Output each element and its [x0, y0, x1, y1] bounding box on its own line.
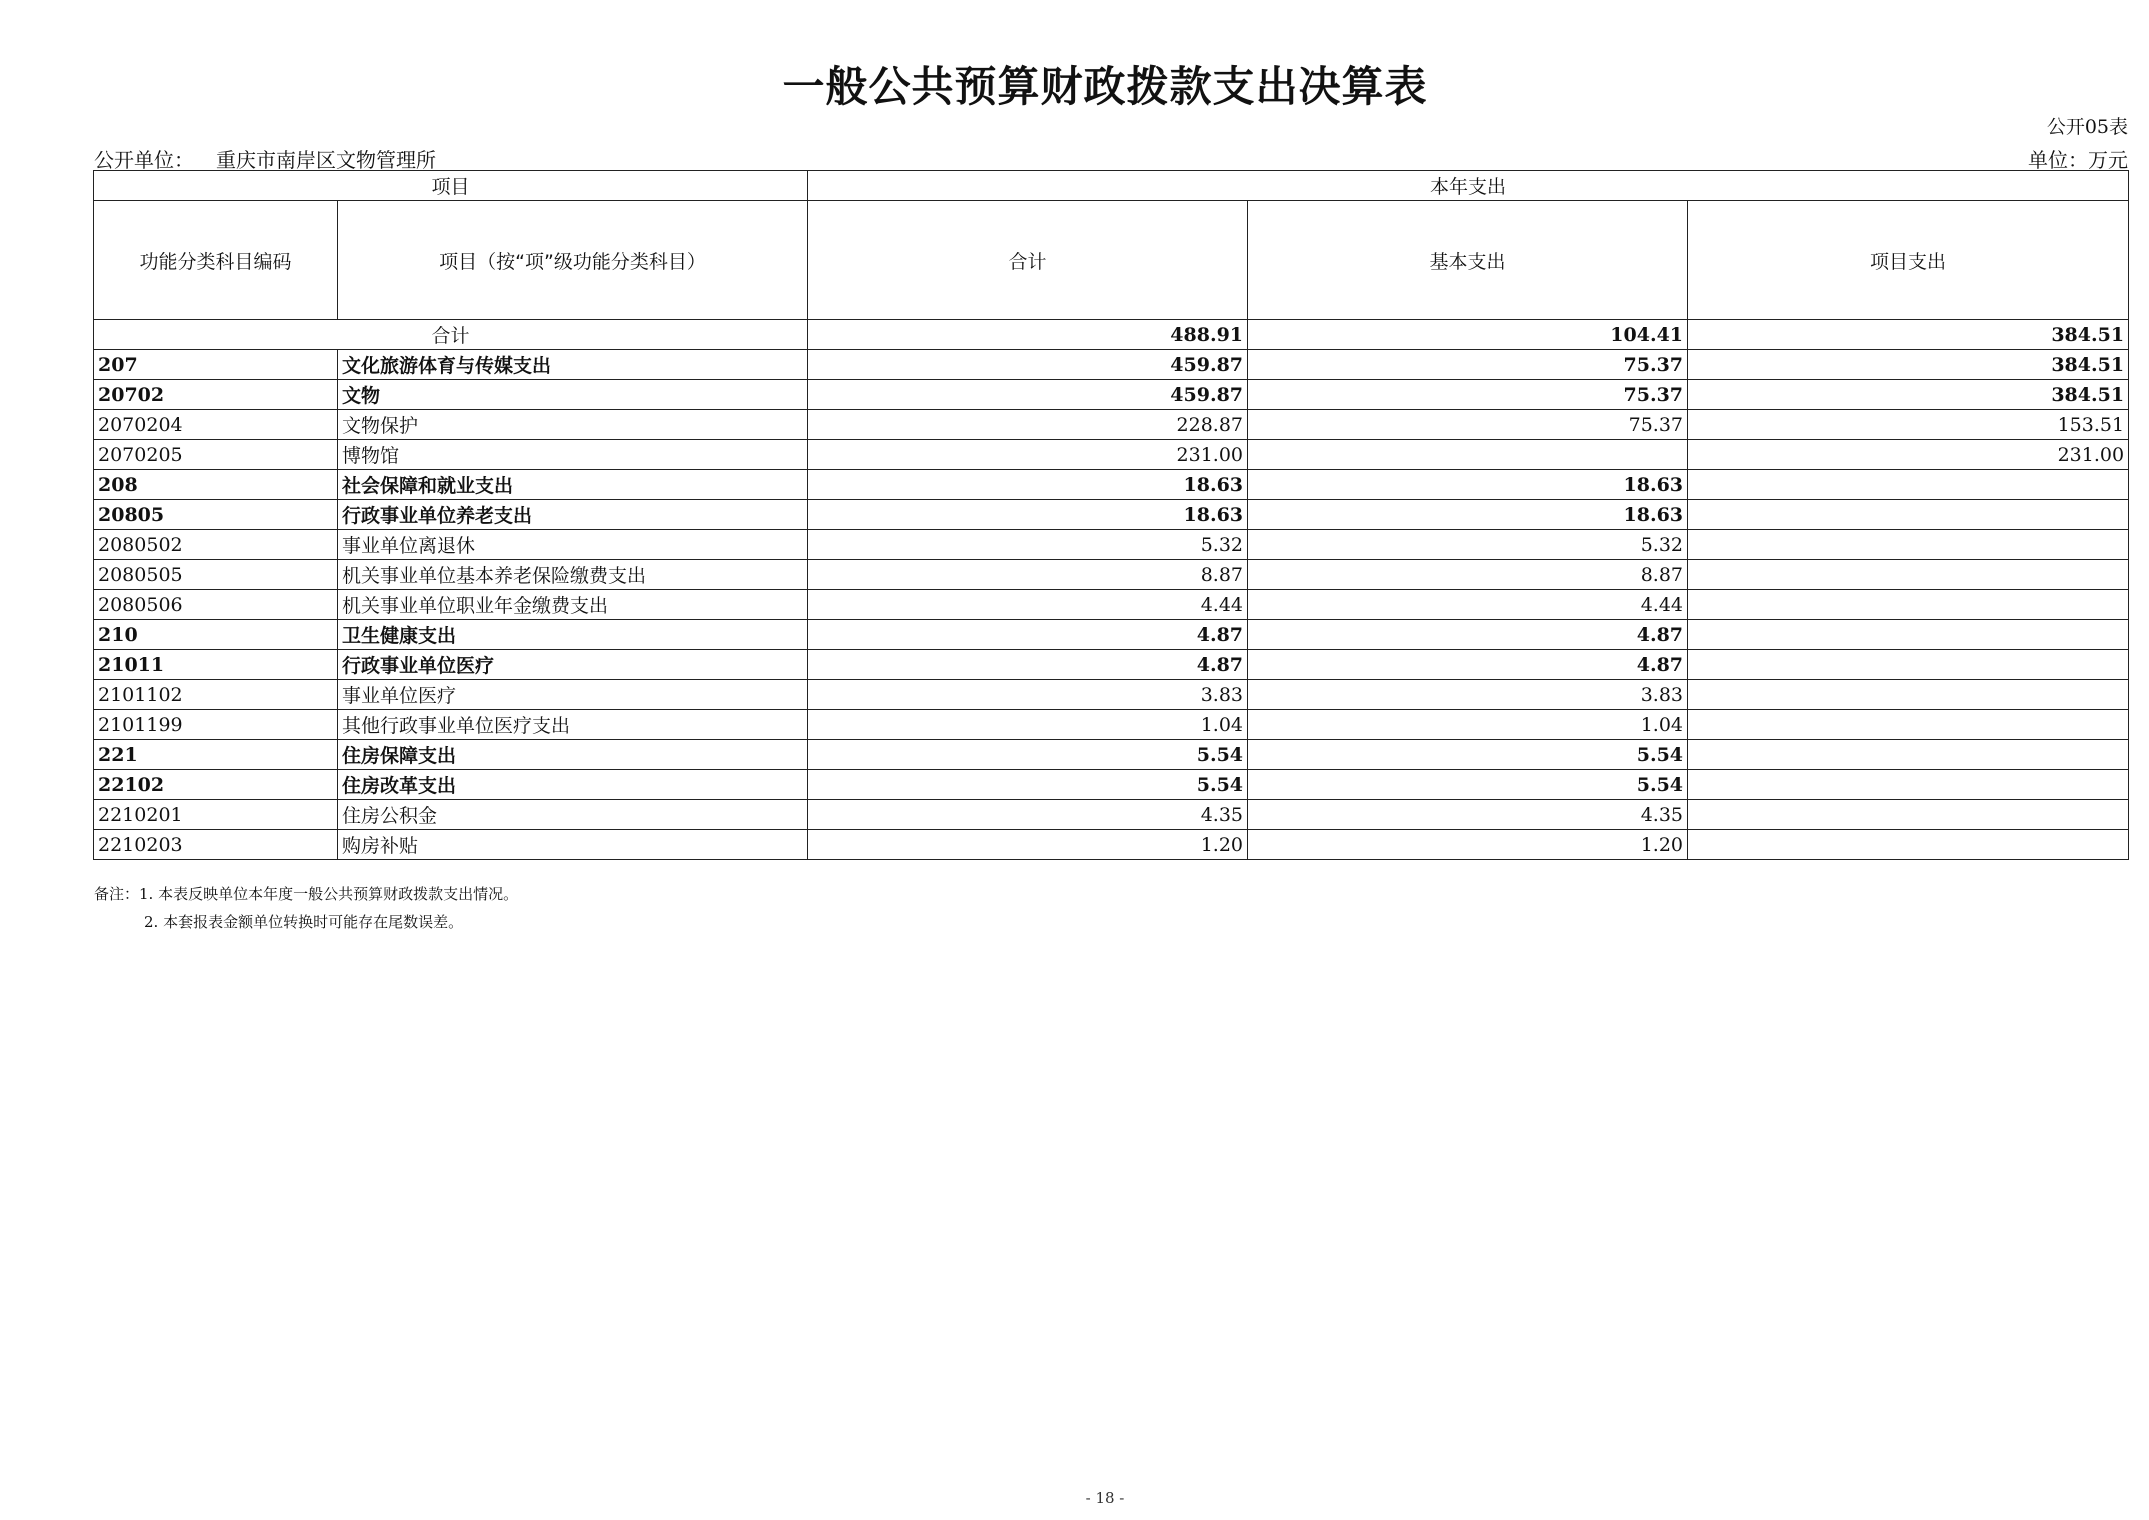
- row-code: 2080505: [94, 560, 338, 590]
- table-row: [94, 590, 2129, 620]
- row-code: 2210201: [94, 800, 338, 830]
- row-total: 4.44: [808, 590, 1248, 620]
- row-total: 231.00: [808, 440, 1248, 470]
- row-name: 其他行政事业单位医疗支出: [338, 710, 808, 740]
- row-basic: 4.87: [1248, 620, 1688, 650]
- total-basic: 104.41: [1248, 320, 1688, 350]
- row-total: 1.04: [808, 710, 1248, 740]
- row-basic: 18.63: [1248, 500, 1688, 530]
- row-program: [1688, 500, 2129, 530]
- notes: [94, 880, 518, 936]
- row-basic: 8.87: [1248, 560, 1688, 590]
- table-row: [94, 410, 2129, 440]
- row-name: 社会保障和就业支出: [338, 470, 808, 500]
- row-code: 2101199: [94, 710, 338, 740]
- row-basic: 4.87: [1248, 650, 1688, 680]
- table-row: [94, 650, 2129, 680]
- total-label: 合计: [94, 320, 808, 350]
- table-row: [94, 440, 2129, 470]
- row-name: 行政事业单位医疗: [338, 650, 808, 680]
- row-program: 231.00: [1688, 440, 2129, 470]
- header-row-2: [94, 201, 2129, 320]
- table-row: [94, 560, 2129, 590]
- row-total: 459.87: [808, 380, 1248, 410]
- row-basic: 75.37: [1248, 380, 1688, 410]
- row-program: [1688, 560, 2129, 590]
- row-total: 5.54: [808, 770, 1248, 800]
- row-total: 5.54: [808, 740, 1248, 770]
- row-basic: 75.37: [1248, 410, 1688, 440]
- row-name: 机关事业单位基本养老保险缴费支出: [338, 560, 808, 590]
- row-basic: 3.83: [1248, 680, 1688, 710]
- row-basic: 5.32: [1248, 530, 1688, 560]
- header-current-year: 本年支出: [808, 171, 2129, 201]
- header-project: 项目: [94, 171, 808, 201]
- row-total: 1.20: [808, 830, 1248, 860]
- note-2: 2. 本套报表金额单位转换时可能存在尾数误差。: [144, 913, 464, 931]
- row-code: 20702: [94, 380, 338, 410]
- row-name: 文物: [338, 380, 808, 410]
- row-total: 228.87: [808, 410, 1248, 440]
- note-1: 备注：1. 本表反映单位本年度一般公共预算财政拨款支出情况。: [94, 885, 519, 903]
- row-program: [1688, 800, 2129, 830]
- table-row: [94, 500, 2129, 530]
- org-name: 重庆市南岸区文物管理所: [216, 148, 436, 172]
- total-amount: 488.91: [808, 320, 1248, 350]
- row-name: 卫生健康支出: [338, 620, 808, 650]
- row-name: 事业单位离退休: [338, 530, 808, 560]
- row-total: 5.32: [808, 530, 1248, 560]
- row-code: 2070205: [94, 440, 338, 470]
- row-code: 20805: [94, 500, 338, 530]
- expenditure-table: [93, 170, 2129, 860]
- row-total: 3.83: [808, 680, 1248, 710]
- row-basic: 1.04: [1248, 710, 1688, 740]
- row-code: 210: [94, 620, 338, 650]
- row-code: 2080506: [94, 590, 338, 620]
- row-program: [1688, 470, 2129, 500]
- row-basic: 5.54: [1248, 740, 1688, 770]
- row-program: [1688, 530, 2129, 560]
- table-row: [94, 800, 2129, 830]
- row-total: 8.87: [808, 560, 1248, 590]
- header-code: 功能分类科目编码: [94, 201, 338, 320]
- row-program: [1688, 680, 2129, 710]
- row-basic: 18.63: [1248, 470, 1688, 500]
- row-name: 行政事业单位养老支出: [338, 500, 808, 530]
- row-code: 22102: [94, 770, 338, 800]
- row-code: 221: [94, 740, 338, 770]
- row-name: 文化旅游体育与传媒支出: [338, 350, 808, 380]
- row-name: 文物保护: [338, 410, 808, 440]
- row-program: 384.51: [1688, 380, 2129, 410]
- row-code: 208: [94, 470, 338, 500]
- row-total: 18.63: [808, 500, 1248, 530]
- row-total: 4.35: [808, 800, 1248, 830]
- row-program: [1688, 620, 2129, 650]
- table-row: [94, 620, 2129, 650]
- row-code: 207: [94, 350, 338, 380]
- row-basic: 75.37: [1248, 350, 1688, 380]
- page-number: - 18 -: [1085, 1489, 1125, 1507]
- header-row-1: [94, 171, 2129, 201]
- form-number: 公开05表: [2046, 116, 2128, 138]
- table-row: [94, 830, 2129, 860]
- table-row: [94, 770, 2129, 800]
- row-basic: 4.44: [1248, 590, 1688, 620]
- row-code: 2210203: [94, 830, 338, 860]
- row-total: 18.63: [808, 470, 1248, 500]
- row-program: 384.51: [1688, 350, 2129, 380]
- table-row: [94, 740, 2129, 770]
- table-row: [94, 530, 2129, 560]
- total-program: 384.51: [1688, 320, 2129, 350]
- row-code: 2080502: [94, 530, 338, 560]
- header-program: 项目支出: [1688, 201, 2129, 320]
- row-name: 住房保障支出: [338, 740, 808, 770]
- org-label: 公开单位：: [94, 148, 194, 172]
- unit-label: 单位：万元: [2028, 148, 2128, 172]
- row-program: [1688, 650, 2129, 680]
- row-total: 4.87: [808, 620, 1248, 650]
- row-program: 153.51: [1688, 410, 2129, 440]
- row-basic: 4.35: [1248, 800, 1688, 830]
- row-total: 459.87: [808, 350, 1248, 380]
- row-basic: 5.54: [1248, 770, 1688, 800]
- total-row: [94, 320, 2129, 350]
- table-row: [94, 710, 2129, 740]
- row-basic: 1.20: [1248, 830, 1688, 860]
- row-program: [1688, 710, 2129, 740]
- row-basic: [1248, 440, 1688, 470]
- row-name: 事业单位医疗: [338, 680, 808, 710]
- org-line: [94, 144, 436, 173]
- row-name: 购房补贴: [338, 830, 808, 860]
- header-total: 合计: [808, 201, 1248, 320]
- row-total: 4.87: [808, 650, 1248, 680]
- row-code: 21011: [94, 650, 338, 680]
- table-row: [94, 380, 2129, 410]
- row-program: [1688, 590, 2129, 620]
- row-program: [1688, 770, 2129, 800]
- header-item: 项目（按“项”级功能分类科目）: [338, 201, 808, 320]
- table-row: [94, 350, 2129, 380]
- row-code: 2101102: [94, 680, 338, 710]
- row-program: [1688, 740, 2129, 770]
- header-basic: 基本支出: [1248, 201, 1688, 320]
- row-name: 机关事业单位职业年金缴费支出: [338, 590, 808, 620]
- row-program: [1688, 830, 2129, 860]
- row-name: 住房公积金: [338, 800, 808, 830]
- table-row: [94, 680, 2129, 710]
- table-row: [94, 470, 2129, 500]
- page-title: 一般公共预算财政拨款支出决算表: [782, 62, 1428, 111]
- row-name: 博物馆: [338, 440, 808, 470]
- row-name: 住房改革支出: [338, 770, 808, 800]
- row-code: 2070204: [94, 410, 338, 440]
